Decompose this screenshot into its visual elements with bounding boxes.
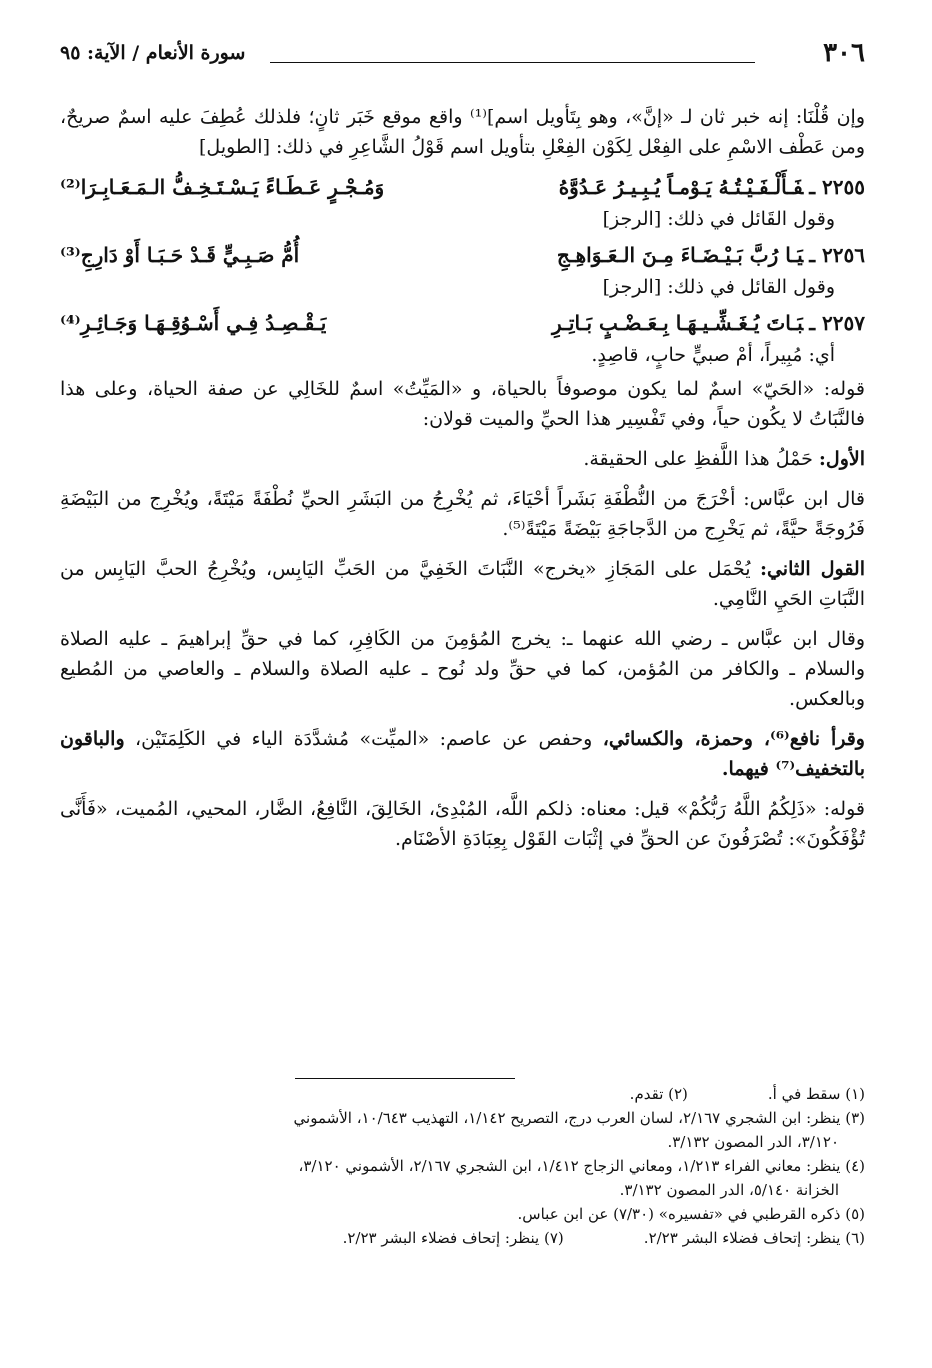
readers-tail: والباقون بالتخفيف⁽⁷⁾ فيهما. xyxy=(60,728,865,780)
paragraph-4: حَمْلُ هذا اللَّفظِ على الحقيقة. xyxy=(583,448,819,470)
header-title: سورة الأنعام / الآية: ٩٥ xyxy=(60,42,246,64)
paragraph-6: يُحْمَل على المَجَازِ «يخرج» النَّبَاتَ الخَفِيَّ من الحَبِّ اليَابِس، ويُخْرِجُ الحبَّ اليَابِس من النَّبَاتِ الحَيِ النَّامِي. xyxy=(60,558,865,610)
verse-2257 xyxy=(60,308,865,338)
footnote-6: (٦) ينظر: إتحاف فضلاء البشر ٢/٢٣. xyxy=(643,1229,865,1247)
paragraph-1: وإن قُلْنَا: إنه خبر ثان لـ «إنَّ»، وهو بِتَأويل اسم]⁽¹⁾ واقع موقع خَبَر ثانٍ؛ فلذلك عُطِفَ عليه اسمٌ صريحٌ، ومن عَطْف الاسْمِ على الفِعْل لِكَوْن الفِعْلِ بتأويل اسم قَوْلُ الشَّاعِرِ في ذلك: [الطويل] xyxy=(60,106,866,158)
footnote-rule xyxy=(295,1078,515,1079)
verse-number: ٢٢٥٥ ـ xyxy=(809,175,865,199)
main-text xyxy=(60,102,865,864)
page-header xyxy=(60,38,865,70)
verse-intro-1: وقول القَائل في ذلك: [الرجز] xyxy=(602,208,835,230)
verse-first-hemistich: بَـاتَ يُـغَـشِّـيـهَـا بِـعَـضْـبٍ بَـاتِـرِ xyxy=(552,311,804,335)
footnote-7: (٧) ينظر: إتحاف فضلاء البشر ٢/٢٣. xyxy=(342,1229,564,1247)
verse-second-hemistich: وَمُـجْـرٍ عَـطَـاءً يَـسْـتَـخِـفُّ الـمَـعَـابِـرَا⁽²⁾ xyxy=(60,175,385,199)
first-opinion-label: الأول: xyxy=(818,448,865,470)
verse-first-hemistich: يَـا رُبَّ بَـيْـضَـاءَ مِـنَ الـعَـوَاهِـجِ xyxy=(556,243,804,267)
footnotes xyxy=(60,1082,865,1250)
verse-intro-2: وقول القائل في ذلك: [الرجز] xyxy=(602,276,835,298)
footnote-4: (٤) ينظر: معاني الفراء ١/٢١٣، ومعاني الزجاج ١/٤١٢، ابن الشجري ٢/١٦٧، الأشموني ٣/١٢٠، xyxy=(298,1157,865,1175)
paragraph-9: قوله: «ذَلِكُمُ اللَّهُ رَبُّكُمْ» قيل: معناه: ذلكم اللَّه، المُبْدِئ، الخَالِقَ، النَّافِعُ، الضَّار، المحيي، المُميت، «فَأَنَّى تُؤْفَكُونَ»: تُصْرَفُونَ عن الحقِّ في إثْبَات القَوْل بِعِبَادَةِ الأصْنَام. xyxy=(60,798,865,850)
header-rule xyxy=(270,62,755,63)
page-number: ٣٠٦ xyxy=(823,38,865,68)
footnote-2: (٢) تقدم. xyxy=(629,1085,688,1103)
verse-first-hemistich: فَـأَلْـفَـيْـتُـهُ يَـوْمـاً يُـبِـيـرُ عَـدُوَّهُ xyxy=(558,175,804,199)
footnote-5: (٥) ذكره القرطبي في «تفسيره» (٧/٣٠) عن ابن عباس. xyxy=(517,1205,865,1223)
footnote-4-cont: الخزانة ٥/١٤٠، الدر المصون ٣/١٣٢. xyxy=(619,1181,839,1199)
paragraph-2: أي: مُبِيراً، أمْ صبيٍّ حابٍ، قاصِدٍ. xyxy=(591,344,835,366)
paragraph-7: وقال ابن عبَّاس ـ رضي الله عنهما ـ: يخرج المُؤمِنَ من الكَافِرِ، كما في حقِّ إبراهيمَ ـ عليه الصلاة والسلام ـ والكافر من المُؤمن، كما في حقِّ ولد نُوح ـ عليه الصلاة والسلام ـ والعاصي من المُطيع وبالعكس. xyxy=(60,628,865,710)
verse-number: ٢٢٥٧ ـ xyxy=(809,311,865,335)
readers-label: وقرأ نافع⁽⁶⁾، وحمزة، والكسائي، xyxy=(602,728,865,750)
paragraph-5: قال ابن عبَّاس: أخْرَجَ من النُّطْفَةِ بَشَراً أحْيَاءَ، ثم يُخْرِجُ من البَشَرِ الحيِّ نُطْفَةً مَيْتَةً، ويُخْرِج من البَيْضَةِ فَرُوجَةً حيَّةً، ثم يَخْرِج من الدَّجاجَةِ بَيْضَةً مَيْتَةً⁽⁵⁾. xyxy=(60,488,865,540)
verse-second-hemistich: يَـقْـصِـدُ فِـي أَسْـوُقِـهَـا وَجَـائِـرِ⁽⁴⁾ xyxy=(60,311,327,335)
verse-2256 xyxy=(60,240,865,270)
page xyxy=(60,0,865,1368)
verse-number: ٢٢٥٦ ـ xyxy=(809,243,865,267)
second-opinion-label: القول الثاني: xyxy=(759,558,865,580)
verse-2255 xyxy=(60,172,865,202)
paragraph-3: قوله: «الحَيّ» اسمٌ لما يكون موصوفاً بالحياة، و «المَيِّتُ» اسمٌ للخَالِي عن صفة الحياة، وعلى هذا فالنَّبَاتُ لا يكُون حياً، وفي تَفْسِير هذا الحيِّ والميت قولان: xyxy=(60,378,865,430)
verse-second-hemistich: أُمُّ صَـبِـيٍّ قَـدْ حَـبَـا أَوْ دَارِجِ⁽³⁾ xyxy=(60,243,300,267)
footnote-3: (٣) ينظر: ابن الشجري ٢/١٦٧، لسان العرب درج، التصريح ١/١٤٢، التهذيب ١٠/٦٤٣، الأشموني xyxy=(293,1109,865,1127)
footnote-1: (١) سقط في أ. xyxy=(767,1085,865,1103)
footnote-3-cont: ٣/١٢٠، الدر المصون ٣/١٣٢. xyxy=(667,1133,839,1151)
paragraph-8: وحفص عن عاصم: «الميِّت» مُشدَّدَة الياء في الكَلِمَتَيْن، xyxy=(124,728,603,750)
